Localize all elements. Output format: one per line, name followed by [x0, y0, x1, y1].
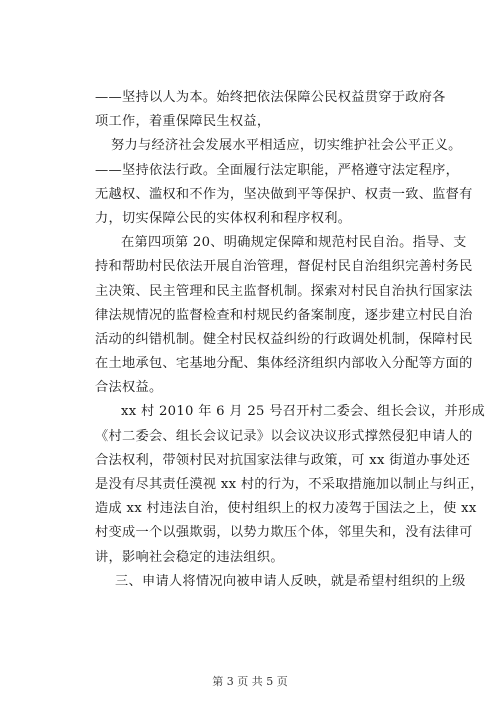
document-body — [95, 86, 486, 594]
text-line: 无越权、滥权和不作为，坚决做到平等保护、权责一致、监督有 — [95, 186, 473, 202]
page-number-footer: 第 3 页 共 5 页 — [212, 675, 288, 688]
text-line: ——坚持以人为本。始终把依法保障公民权益贯穿于政府各 — [95, 90, 446, 105]
text-line: 力，切实保障公民的实体权利和程序权利。 — [95, 210, 352, 226]
text-line: 活动的纠错机制。健全村民权益纠纷的行政调处机制，保障村民 — [95, 331, 473, 347]
text-line: 讲，影响社会稳定的违法组织。 — [95, 549, 284, 565]
text-line: 律法规情况的监督检查和村规民约备案制度，逐步建立村民自治 — [95, 307, 473, 323]
text-line: 持和帮助村民依法开展自治管理，督促村民自治组织完善村务民 — [95, 259, 473, 275]
text-line: 是没有尽其责任漠视 xx 村的行为，不采取措施加以制止与纠正， — [95, 477, 484, 492]
text-line: 三、申请人将情况向被申请人反映，就是希望村组织的上级 — [115, 573, 466, 589]
text-line: 合法权益。 — [95, 380, 163, 396]
text-line: ——坚持依法行政。全面履行法定职能，严格遵守法定程序， — [95, 162, 460, 178]
text-line: 村变成一个以强欺弱，以势力欺压个体，邻里失和，没有法律可 — [95, 525, 473, 541]
text-line: 主决策、民主管理和民主监督机制。探索对村民自治执行国家法 — [95, 283, 473, 299]
text-line: 合法权利，带领村民对抗国家法律与政策，可 xx 街道办事处还 — [95, 452, 471, 468]
text-line: 努力与经济社会发展水平相适应，切实维护社会公平正义。 — [111, 138, 462, 154]
text-line: 在第四项第 20、明确规定保障和规范村民自治。指导、支 — [121, 235, 467, 251]
text-line: xx 村 2010 年 6 月 25 号召开村二委会、组长会议，并形成 — [121, 404, 486, 420]
text-line: 《村二委会、组长会议记录》以会议决议形式撑然侵犯申请人的 — [95, 428, 473, 444]
text-line: 在土地承包、宅基地分配、集体经济组织内部收入分配等方面的 — [95, 356, 473, 372]
text-line: 项工作，着重保障民生权益， — [95, 114, 271, 130]
text-line: 造成 xx 村违法自治，使村组织上的权力凌驾于国法之上，使 xx — [95, 501, 477, 517]
